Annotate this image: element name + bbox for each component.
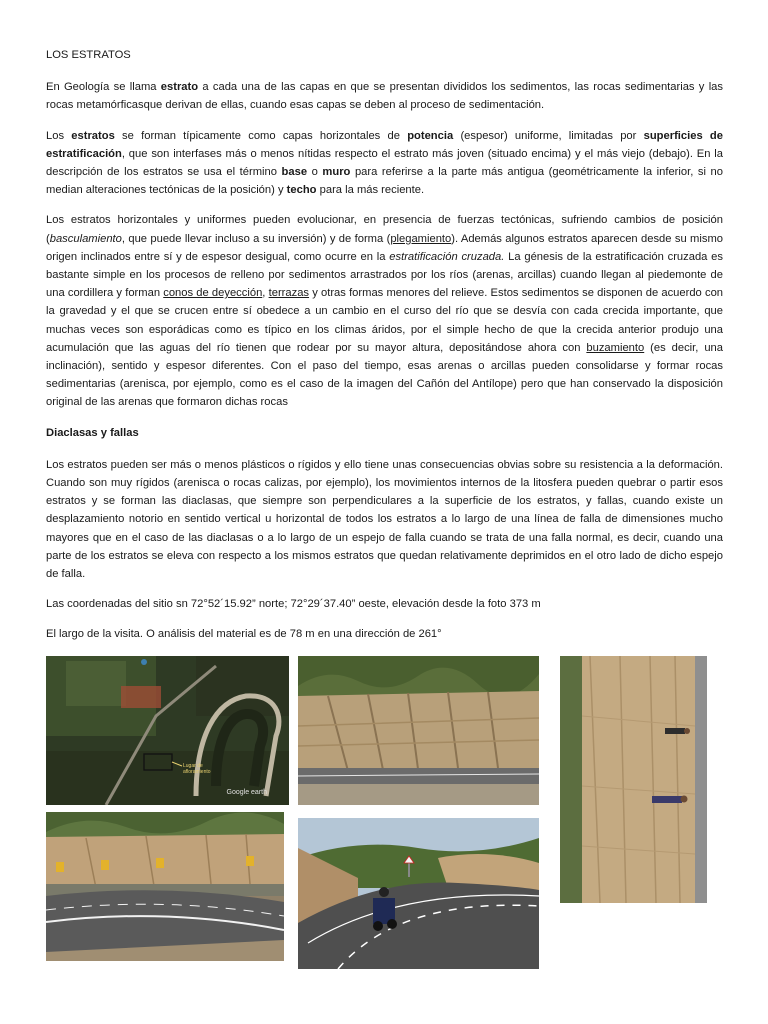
text-run: ). Además algunos estratos aparecen desde su mismo origen inclinados entre sí y de espesor desigual, como ocurre en la xyxy=(46,232,723,263)
paragraph-estrato-definition xyxy=(46,78,723,114)
text-run: y otras formas menores del relieve. Estos sedimentos se disponen de acuerdo con la gravedad y el que se crucen entre sí obedece a un cambio en el curso del río que se desvía con cada crecida importante, que muchas veces son esporádicas como es típico en los climas áridos, por el simple hecho de que la crecida anterior produjo una acumulación que las aguas del río tienen que rodear por su mayor altura, depositándose ahora con xyxy=(46,287,724,354)
text-run: para referirse a la parte más antigua (geométricamente la inferior, si no median alteraciones tectónicas de la posición) y xyxy=(46,166,723,197)
document-text xyxy=(46,46,723,656)
italic-term: estratificación cruzada. xyxy=(389,250,505,263)
motorcycle-road-photo xyxy=(298,818,539,969)
italic-term: basculamiento xyxy=(49,232,122,245)
paragraph-coordinates: Las coordenadas del sitio sn 72°52´15.92” norte; 72°29´37.40” oeste, elevación desde la foto 373 m xyxy=(46,598,541,611)
satellite-label xyxy=(183,763,211,775)
bold-term: estratos xyxy=(71,129,115,142)
text-run: o xyxy=(307,166,323,179)
paragraph-estrato-formation xyxy=(46,127,723,200)
paragraph-visit-length: El largo de la visita. O análisis del material es de 78 m en una dirección de 261° xyxy=(46,628,442,641)
road-cut-photo xyxy=(298,656,539,805)
bold-term: muro xyxy=(322,166,351,179)
satellite-photo xyxy=(46,656,289,805)
text-run: , xyxy=(262,287,269,300)
paragraph-estrato-evolution xyxy=(46,211,723,411)
text-run: , que son interfases más o menos nítidas respecto el estrato más joven (situado encima) y el más viejo (debajo). En la descripción de los estratos se usa el término xyxy=(46,147,723,179)
bold-term: superficies de estratificación xyxy=(46,129,723,160)
text-run: , que puede llevar incluso a su inversión) y de forma ( xyxy=(121,232,391,245)
satellite-label-line: afloramiento xyxy=(183,769,211,775)
bold-term: potencia xyxy=(407,129,454,142)
satellite-label-line: Lugar de xyxy=(183,763,203,769)
text-run: (espesor) uniforme, limitadas por xyxy=(453,129,644,142)
text-run: En Geología se llama xyxy=(46,81,161,94)
text-run: La génesis de la estratificación cruzada es bastante simple en los procesos de relleno por sedimentos arrastrados por los ríos (arenas, arcillas) cuando llegan al piedemonte de una cordillera y forman xyxy=(46,250,723,300)
vertical-wall-photo xyxy=(560,656,707,903)
link-terrazas[interactable]: terrazas xyxy=(268,287,310,300)
link-buzamiento[interactable]: buzamiento xyxy=(586,341,645,354)
curve-road-photo xyxy=(46,812,284,961)
link-plegamiento[interactable]: plegamiento xyxy=(390,232,452,245)
text-run: se forman típicamente como capas horizontales de xyxy=(114,129,408,142)
document-title: LOS ESTRATOS xyxy=(46,49,131,61)
text-run: para la más reciente. xyxy=(316,184,425,197)
bold-term: estrato xyxy=(160,81,199,94)
text-run: Los estratos horizontales y uniformes pueden evolucionar, en presencia de fuerzas tectónicas, sufriendo cambios de posición ( xyxy=(46,214,723,245)
bold-term: techo xyxy=(286,184,317,197)
google-earth-watermark: Google earth xyxy=(226,789,267,796)
text-run: Los xyxy=(46,129,72,142)
section-heading-diaclasas: Diaclasas y fallas xyxy=(46,426,139,439)
text-run: a cada una de las capas en que se presentan divididos los sedimentos, las rocas sedimentarias y las rocas metamórficasque derivan de ellas, cuando esas capas se deben al proceso de sedimentación. xyxy=(46,81,723,112)
text-run: (es decir, una inclinación), sentido y espesor diferentes. Con el paso del tiempo, esas arenas o arcillas pueden consolidarse y formar rocas sedimentarias (arenisca, por ejemplo, como es el caso de la imagen del Cañón del Antílope) pero que han conservado la disposición original de las arenas que formaron dichas rocas xyxy=(46,341,723,409)
bold-term: base xyxy=(281,166,308,179)
paragraph-diaclasas: Los estratos pueden ser más o menos plásticos o rígidos y ello tiene unas consecuencias obvias sobre su resistencia a la deformación. Cuando son muy rígidos (arenisca o rocas calizas, por ejemplo), los movimientos internos de la litosfera pueden quebrar o partir esos estratos y se forman las diaclasas, que siempre son perpendiculares a la superficie de los estratos, y fallas, cuando existe un desplazamiento notorio en sentido vertical u horizontal de todos los estratos a lo largo de una línea de falla de dimensiones mucho mayores que en el caso de las diaclasas o a lo largo de un espejo de falla cuando se trata de una falla normal, es decir, cuando una parte de los estratos se eleva con respecto a los mismos estratos que quedan relativamente deprimidos en el otro lado de dicho espejo de falla. xyxy=(46,458,723,581)
link-conos-de-deyeccion[interactable]: conos de deyección xyxy=(163,287,263,300)
